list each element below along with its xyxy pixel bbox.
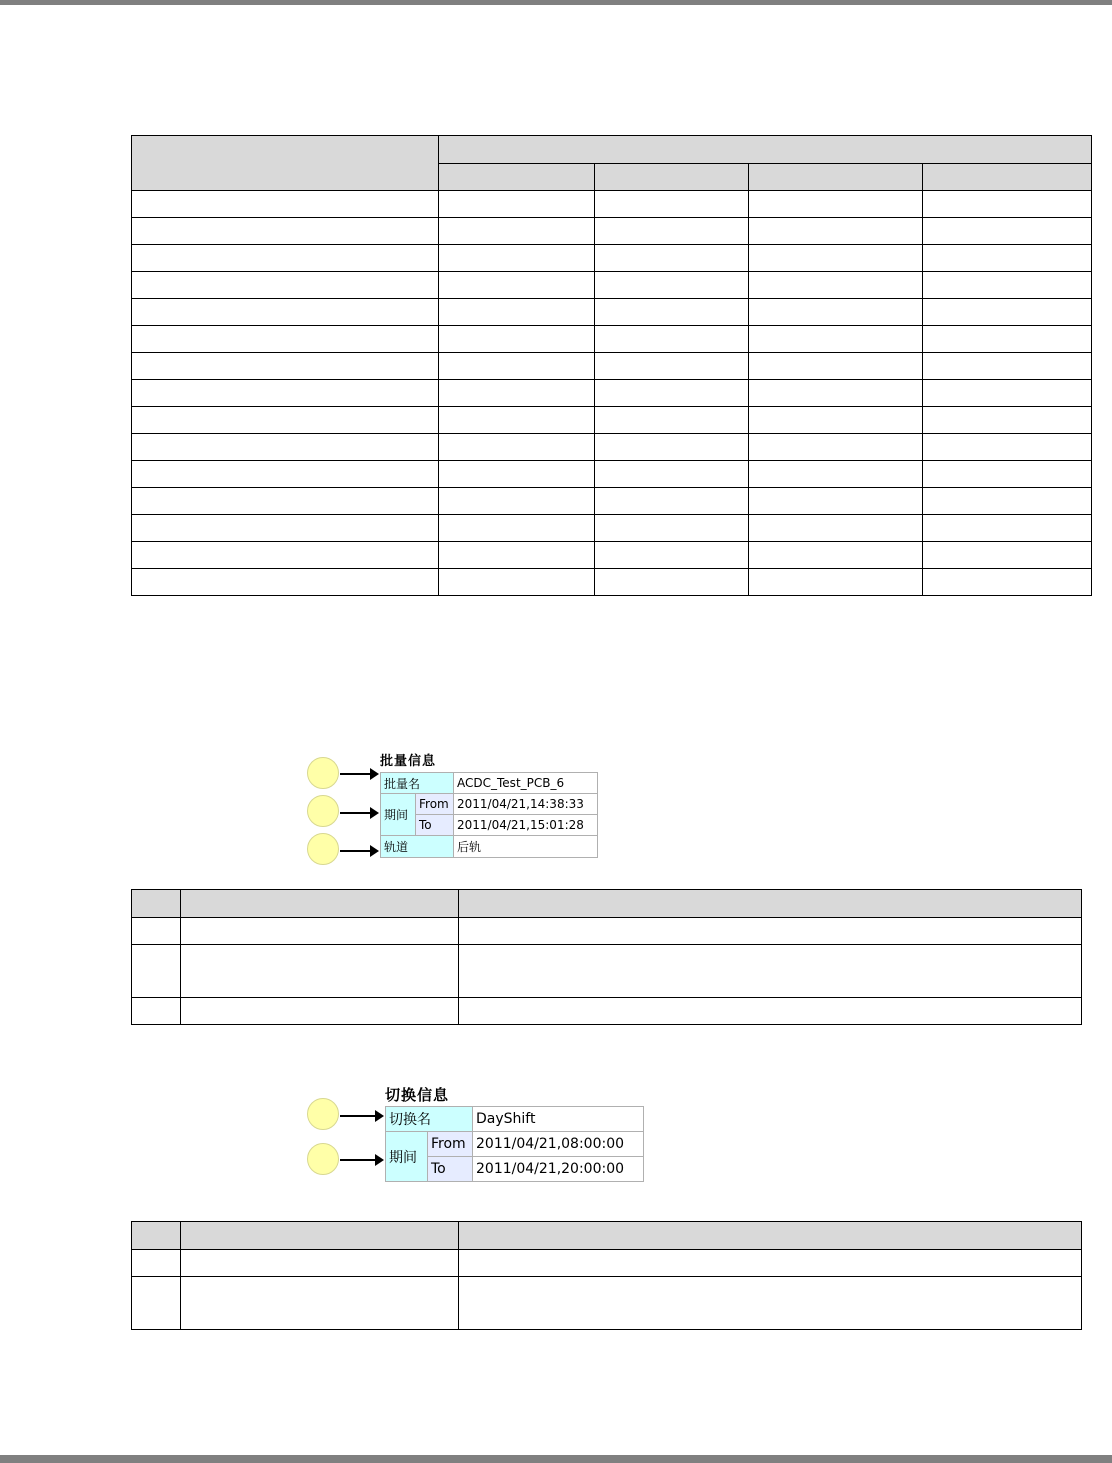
table2-header-cell — [132, 890, 181, 918]
batch-info-title: 批量信息 — [380, 754, 437, 769]
table1-subheader-cell — [923, 164, 1092, 191]
track-value: 后轨 — [454, 836, 598, 858]
table1-subheader-cell — [749, 164, 923, 191]
table-row — [132, 569, 1092, 596]
callout-arrow-2 — [340, 1159, 382, 1161]
table-row — [132, 998, 1082, 1025]
table-row — [132, 515, 1092, 542]
table2-header-cell — [459, 890, 1082, 918]
table-row — [132, 191, 1092, 218]
batch-name-value: ACDC_Test_PCB_6 — [454, 773, 598, 794]
table3-header-cell — [132, 1222, 181, 1250]
table-row — [132, 918, 1082, 945]
to-label: To — [428, 1157, 473, 1182]
callout-circle-1 — [307, 1098, 339, 1130]
data-table-1 — [131, 135, 1092, 596]
period-label: 期间 — [386, 1132, 428, 1182]
shift-name-value: DayShift — [473, 1107, 644, 1132]
from-value: 2011/04/21,08:00:00 — [473, 1132, 644, 1157]
table3-header-cell — [181, 1222, 459, 1250]
top-rule — [0, 0, 1112, 5]
from-value: 2011/04/21,14:38:33 — [454, 794, 598, 815]
shift-info-table — [385, 1106, 644, 1182]
table1-header-cell — [439, 136, 1092, 164]
table-row — [132, 380, 1092, 407]
track-label: 轨道 — [381, 836, 454, 858]
shift-name-label: 切换名 — [386, 1107, 473, 1132]
table-row — [132, 218, 1092, 245]
period-label: 期间 — [381, 794, 416, 836]
table-row — [132, 1250, 1082, 1277]
table-row — [132, 542, 1092, 569]
table-row — [132, 461, 1092, 488]
table1-header-cell — [132, 136, 439, 191]
table-row — [132, 326, 1092, 353]
callout-arrow-2 — [340, 812, 377, 814]
to-label: To — [416, 815, 454, 836]
callout-arrow-1 — [340, 1115, 382, 1117]
callout-circle-2 — [307, 1143, 339, 1175]
shift-info-title: 切换信息 — [385, 1086, 450, 1104]
table-row — [132, 488, 1092, 515]
batch-name-label: 批量名 — [381, 773, 454, 794]
table-row — [132, 245, 1092, 272]
callout-arrow-3 — [340, 850, 377, 852]
callout-circle-3 — [307, 833, 339, 865]
batch-info-panel — [380, 752, 598, 858]
from-label: From — [428, 1132, 473, 1157]
table-row — [132, 434, 1092, 461]
from-label: From — [416, 794, 454, 815]
table2-header-cell — [181, 890, 459, 918]
bottom-rule — [0, 1455, 1112, 1463]
data-table-2 — [131, 889, 1082, 1025]
table1-subheader-cell — [595, 164, 749, 191]
table1-subheader-cell — [439, 164, 595, 191]
to-value: 2011/04/21,15:01:28 — [454, 815, 598, 836]
batch-info-table — [380, 772, 598, 858]
callout-circle-1 — [307, 757, 339, 789]
table-row — [132, 299, 1092, 326]
table-row — [132, 272, 1092, 299]
table-row — [132, 1277, 1082, 1330]
shift-info-panel — [385, 1084, 644, 1182]
table-row — [132, 407, 1092, 434]
table3-header-cell — [459, 1222, 1082, 1250]
table-row — [132, 353, 1092, 380]
callout-circle-2 — [307, 795, 339, 827]
data-table-3 — [131, 1221, 1082, 1330]
callout-arrow-1 — [340, 773, 377, 775]
to-value: 2011/04/21,20:00:00 — [473, 1157, 644, 1182]
table-row — [132, 945, 1082, 998]
